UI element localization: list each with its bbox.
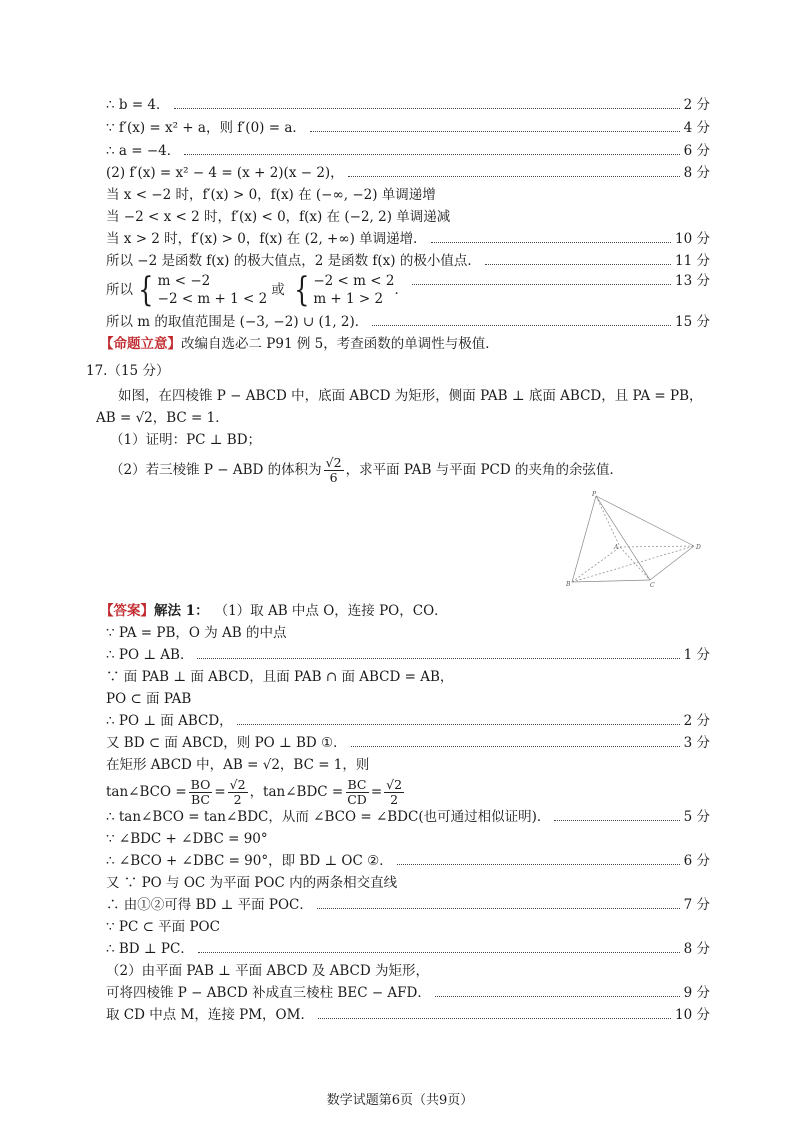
- solution-line: [106, 828, 710, 850]
- line-text: (2) f′(x) = x² − 4 = (x + 2)(x − 2)，: [106, 165, 344, 181]
- tan-bco: tan∠BCO =: [106, 784, 187, 800]
- tan-bdc: ，tan∠BDC =: [249, 784, 344, 800]
- line-text: 所以 −2 是函数 f(x) 的极大值点，2 是函数 f(x) 的极小值点．: [106, 253, 481, 269]
- fraction-denominator: BC: [191, 791, 210, 807]
- system-prefix: 所以: [106, 282, 133, 298]
- line-text: ∴ tan∠BCO = tan∠BDC，从而 ∠BCO = ∠BDC(也可通过相似证明)．: [106, 809, 551, 825]
- dot-leader: [317, 907, 680, 909]
- score-mark: 10 分: [675, 1007, 710, 1023]
- solution-line: [106, 644, 710, 666]
- line-text: 可将四棱锥 P − ABCD 补成直三棱柱 BEC − AFD．: [106, 985, 431, 1001]
- line-text: 又 BD ⊂ 面 ABCD，则 PO ⊥ BD ①．: [106, 735, 347, 751]
- dot-leader: [198, 951, 680, 953]
- score-mark: 13 分: [675, 273, 710, 289]
- line-text: ∵ f′(x) = x² + a，则 f′(0) = a．: [106, 120, 306, 136]
- vertex-label-d: D: [696, 544, 701, 551]
- score-mark: 5 分: [683, 809, 710, 825]
- page-footer: 数学试题第6页（共9页）: [326, 1093, 474, 1108]
- score-mark: 6 分: [683, 853, 710, 869]
- score-mark: 10 分: [675, 231, 710, 247]
- line-text: PO ⊂ 面 PAB: [106, 691, 192, 707]
- solution-line: [106, 732, 710, 754]
- system-left-top: m < −2: [157, 273, 211, 289]
- dot-leader: [554, 819, 679, 821]
- fraction-numerator: BC: [347, 776, 367, 792]
- fraction-denominator: 2: [390, 791, 399, 807]
- solution-line: [106, 666, 710, 688]
- solution-line: [106, 94, 710, 116]
- q2-prefix: （2）若三棱锥 P − ABD 的体积为: [110, 462, 322, 478]
- problem-stem: 如图，在四棱锥 P − ABCD 中，底面 ABCD 为矩形，侧面 PAB ⊥ 底面 ABCD，且 PA = PB，: [118, 388, 703, 404]
- vertex-label-c: C: [650, 582, 655, 589]
- inequality-system: [106, 270, 710, 310]
- vertex-label-a: A: [614, 544, 619, 551]
- fraction-numerator: BO: [190, 776, 211, 792]
- score-mark: 7 分: [683, 897, 710, 913]
- line-text: ∵ 面 PAB ⊥ 面 ABCD，且面 PAB ∩ 面 ABCD = AB，: [106, 669, 454, 685]
- line-text: ∴ a = −4．: [106, 143, 181, 159]
- fraction-numerator: √2: [229, 776, 246, 792]
- dot-leader: [372, 324, 671, 326]
- score-mark: 11 分: [675, 253, 710, 269]
- dot-leader: [435, 995, 680, 997]
- score-mark: 6 分: [683, 143, 710, 159]
- equals: =: [214, 784, 226, 800]
- system-suffix: ．: [394, 282, 408, 298]
- system-left-bottom: −2 < m + 1 < 2: [157, 291, 268, 307]
- solution-line: [106, 622, 710, 644]
- system-or: 或: [271, 282, 285, 298]
- dot-leader: [174, 107, 680, 109]
- dot-leader: [310, 130, 680, 132]
- line-text: 在矩形 ABCD 中，AB = √2，BC = 1，则: [106, 757, 370, 773]
- score-mark: 4 分: [683, 120, 710, 136]
- line-text: ∴ 由①②可得 BD ⊥ 平面 POC．: [106, 897, 313, 913]
- solution-line: [106, 1004, 710, 1026]
- fraction-denominator: CD: [347, 791, 367, 807]
- solution-line: [106, 688, 710, 710]
- vertex-label-p: P: [592, 491, 597, 498]
- solution-line: [106, 184, 710, 206]
- fraction: [384, 778, 404, 807]
- left-brace-icon: {: [138, 270, 154, 310]
- question-1: （1）证明：PC ⊥ BD；: [110, 432, 262, 448]
- solution-line: [106, 250, 710, 272]
- score-mark: 3 分: [683, 735, 710, 751]
- solution-line: [106, 872, 710, 894]
- problem-stem: AB = √2，BC = 1．: [96, 410, 229, 426]
- dot-leader: [412, 283, 671, 285]
- tan-line: [106, 775, 710, 809]
- score-mark: 8 分: [683, 165, 710, 181]
- line-text: ∴ BD ⊥ PC．: [106, 941, 194, 957]
- intent-tag: 【命题立意】: [100, 336, 181, 352]
- line-text: （2）由平面 PAB ⊥ 平面 ABCD 及 ABCD 为矩形，: [106, 963, 429, 979]
- solution-line: [106, 206, 710, 228]
- solution-line: [106, 850, 710, 872]
- line-text: 又 ∵ PO 与 OC 为平面 POC 内的两条相交直线: [106, 875, 398, 891]
- solution-line: [106, 140, 710, 162]
- dot-leader: [485, 263, 671, 265]
- solution-line: [106, 710, 710, 732]
- line-text: ∵ ∠BDC + ∠DBC = 90°: [106, 831, 268, 847]
- intent-line: [100, 333, 704, 355]
- line-text: 当 x < −2 时，f′(x) > 0，f(x) 在 (−∞, −2) 单调递增: [106, 187, 436, 203]
- fraction: [228, 778, 248, 807]
- pyramid-figure: [566, 490, 706, 590]
- solution-line: [106, 916, 710, 938]
- solution-line: [106, 754, 710, 776]
- solution-line: [106, 228, 710, 250]
- question-2: [110, 451, 623, 489]
- problem-header: 17.（15 分）: [86, 363, 170, 379]
- line-text: ∴ b = 4．: [106, 97, 170, 113]
- solution-line: [106, 894, 710, 916]
- line-text: ∴ PO ⊥ 面 ABCD，: [106, 713, 233, 729]
- line-text: （1）取 AB 中点 O，连接 PO，CO．: [214, 603, 448, 619]
- vertex-label-b: B: [566, 581, 571, 588]
- system-right-bottom: m + 1 > 2: [313, 291, 384, 307]
- line-text: 当 x > 2 时，f′(x) > 0，f(x) 在 (2, +∞) 单调递增．: [106, 231, 427, 247]
- solution-line: [106, 311, 710, 333]
- score-mark: 2 分: [683, 713, 710, 729]
- dot-leader: [351, 745, 680, 747]
- equals: =: [370, 784, 383, 800]
- solution-line: [106, 938, 710, 960]
- solution-line: [106, 806, 710, 828]
- intent-text: 改编自选必二 P91 例 5，考查函数的单调性与极值．: [181, 336, 499, 352]
- line-text: 取 CD 中点 M，连接 PM，OM．: [106, 1007, 314, 1023]
- answer-first-line: [100, 600, 704, 622]
- score-mark: 15 分: [675, 314, 710, 330]
- dot-leader: [237, 723, 680, 725]
- q2-suffix: ，求平面 PAB 与平面 PCD 的夹角的余弦值．: [345, 462, 623, 478]
- line-text: ∵ PC ⊂ 平面 POC: [106, 919, 220, 935]
- fraction-denominator: 6: [329, 469, 338, 485]
- line-text: 当 −2 < x < 2 时，f′(x) < 0，f(x) 在 (−2, 2) 单调递减: [106, 209, 451, 225]
- fraction-numerator: √2: [386, 776, 403, 792]
- score-mark: 8 分: [683, 941, 710, 957]
- dot-leader: [184, 153, 679, 155]
- dot-leader: [318, 1017, 671, 1019]
- score-mark: 2 分: [683, 97, 710, 113]
- score-mark: 9 分: [683, 985, 710, 1001]
- line-text: ∴ PO ⊥ AB．: [106, 647, 194, 663]
- answer-method: 解法 1：: [154, 603, 209, 619]
- dot-leader: [431, 241, 671, 243]
- answer-tag: 【答案】: [100, 603, 154, 619]
- system-right-top: −2 < m < 2: [313, 273, 395, 289]
- system-left: [158, 272, 268, 308]
- line-text: ∵ PA = PB，O 为 AB 的中点: [106, 625, 287, 641]
- dot-leader: [197, 657, 679, 659]
- left-brace-icon: {: [293, 270, 310, 310]
- fraction: [189, 778, 213, 807]
- fraction-numerator: √2: [325, 454, 342, 470]
- score-mark: 1 分: [683, 647, 710, 663]
- solution-line: [106, 982, 710, 1004]
- solution-line: [106, 162, 710, 184]
- fraction: [345, 778, 369, 807]
- line-text: ∴ ∠BCO + ∠DBC = 90°，即 BD ⊥ OC ②．: [106, 853, 393, 869]
- system-right: [313, 272, 394, 308]
- line-text: 所以 m 的取值范围是 (−3, −2) ∪ (1, 2)．: [106, 314, 369, 330]
- solution-line: [106, 117, 710, 139]
- volume-fraction: [324, 456, 344, 485]
- dot-leader: [348, 175, 680, 177]
- solution-line: [106, 960, 710, 982]
- fraction-denominator: 2: [233, 791, 242, 807]
- dot-leader: [397, 863, 680, 865]
